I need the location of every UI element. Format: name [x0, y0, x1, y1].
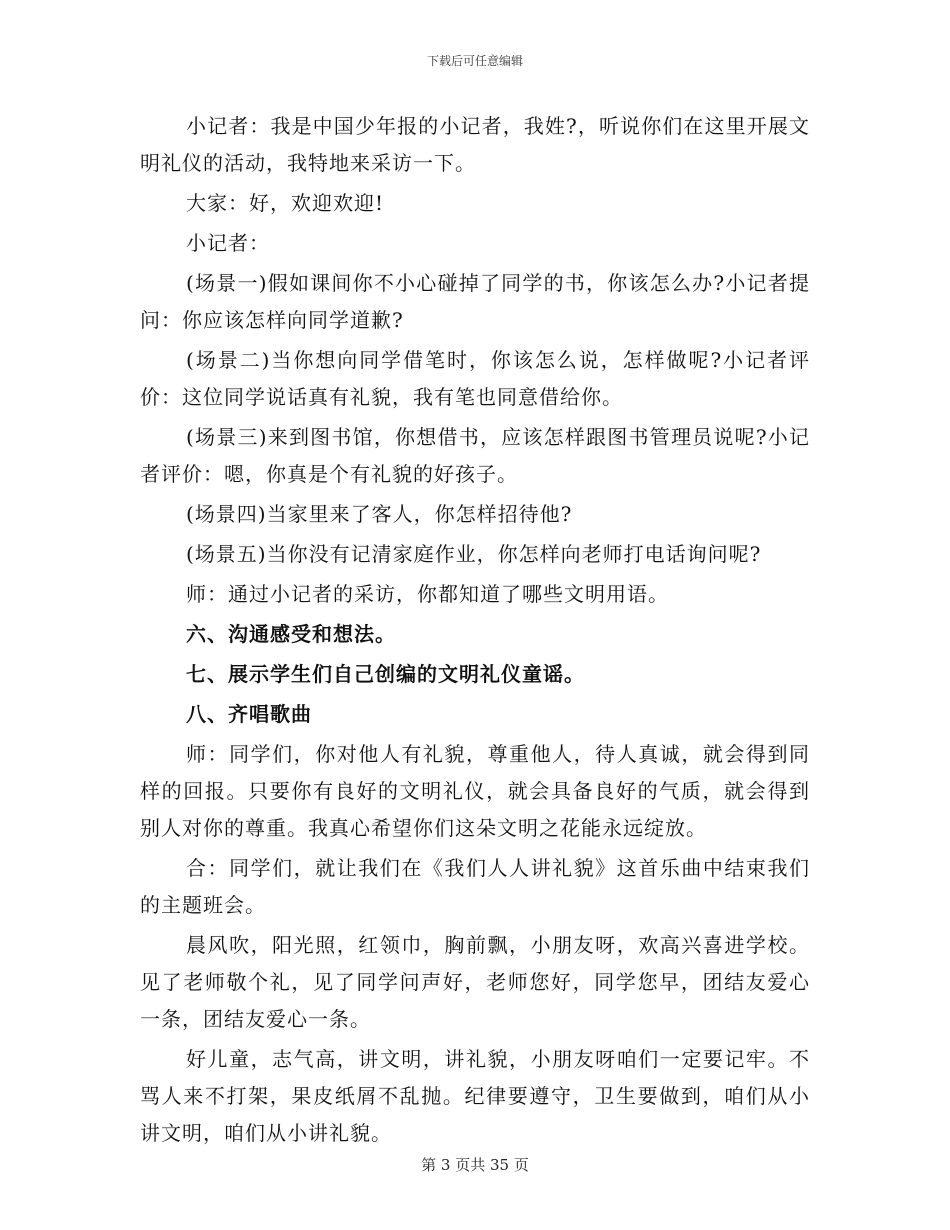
page-header: 下载后可任意编辑 [426, 54, 523, 68]
paragraph: (场景一)假如课间你不小心碰掉了同学的书，你该怎么办?小记者提问：你应该怎样向同学道歉? [140, 271, 810, 332]
song-lyrics: 好儿童，志气高，讲文明，讲礼貌，小朋友呀咱们一定要记牢。不骂人来不打架，果皮纸屑不乱抛。纪律要遵守，卫生要做到，咱们从小讲文明，咱们从小讲礼貌。 [140, 1047, 810, 1145]
paragraph: 师：同学们，你对他人有礼貌，尊重他人，待人真诚，就会得到同样的回报。只要你有良好的文明礼仪，就会具备良好的气质，就会得到别人对你的尊重。我真心希望你们这朵文明之花能永远绽放。 [140, 742, 810, 840]
page-number: 第 3 页共 35 页 [421, 1156, 529, 1174]
section-heading: 六、沟通感受和想法。 [186, 622, 396, 646]
paragraph: 合：同学们，就让我们在《我们人人讲礼貌》这首乐曲中结束我们的主题班会。 [140, 856, 810, 917]
paragraph: 小记者：我是中国少年报的小记者，我姓?，听说你们在这里开展文明礼仪的活动，我特地来采访一下。 [140, 114, 810, 175]
section-heading: 七、展示学生们自己创编的文明礼仪童谣。 [186, 662, 585, 686]
paragraph: 小记者： [186, 231, 270, 255]
paragraph: (场景二)当你想向同学借笔时，你该怎么说，怎样做呢?小记者评价：这位同学说话真有礼貌，我有笔也同意借给你。 [140, 348, 810, 409]
song-lyrics: 晨风吹，阳光照，红领巾，胸前飘，小朋友呀，欢高兴喜进学校。见了老师敬个礼，见了同学问声好，老师您好，同学您早，团结友爱心一条，团结友爱心一条。 [140, 933, 810, 1031]
paragraph: (场景五)当你没有记清家庭作业，你怎样向老师打电话询问呢? [186, 542, 762, 566]
paragraph: (场景三)来到图书馆，你想借书，应该怎样跟图书管理员说呢?小记者评价：嗯，你真是个有礼貌的好孩子。 [140, 425, 810, 486]
paragraph: (场景四)当家里来了客人，你怎样招待他? [186, 502, 573, 526]
document-body [140, 108, 810, 1155]
paragraph: 师：通过小记者的采访，你都知道了哪些文明用语。 [186, 582, 669, 606]
section-heading: 八、齐唱歌曲 [186, 702, 312, 726]
paragraph: 大家：好，欢迎欢迎! [186, 191, 385, 215]
